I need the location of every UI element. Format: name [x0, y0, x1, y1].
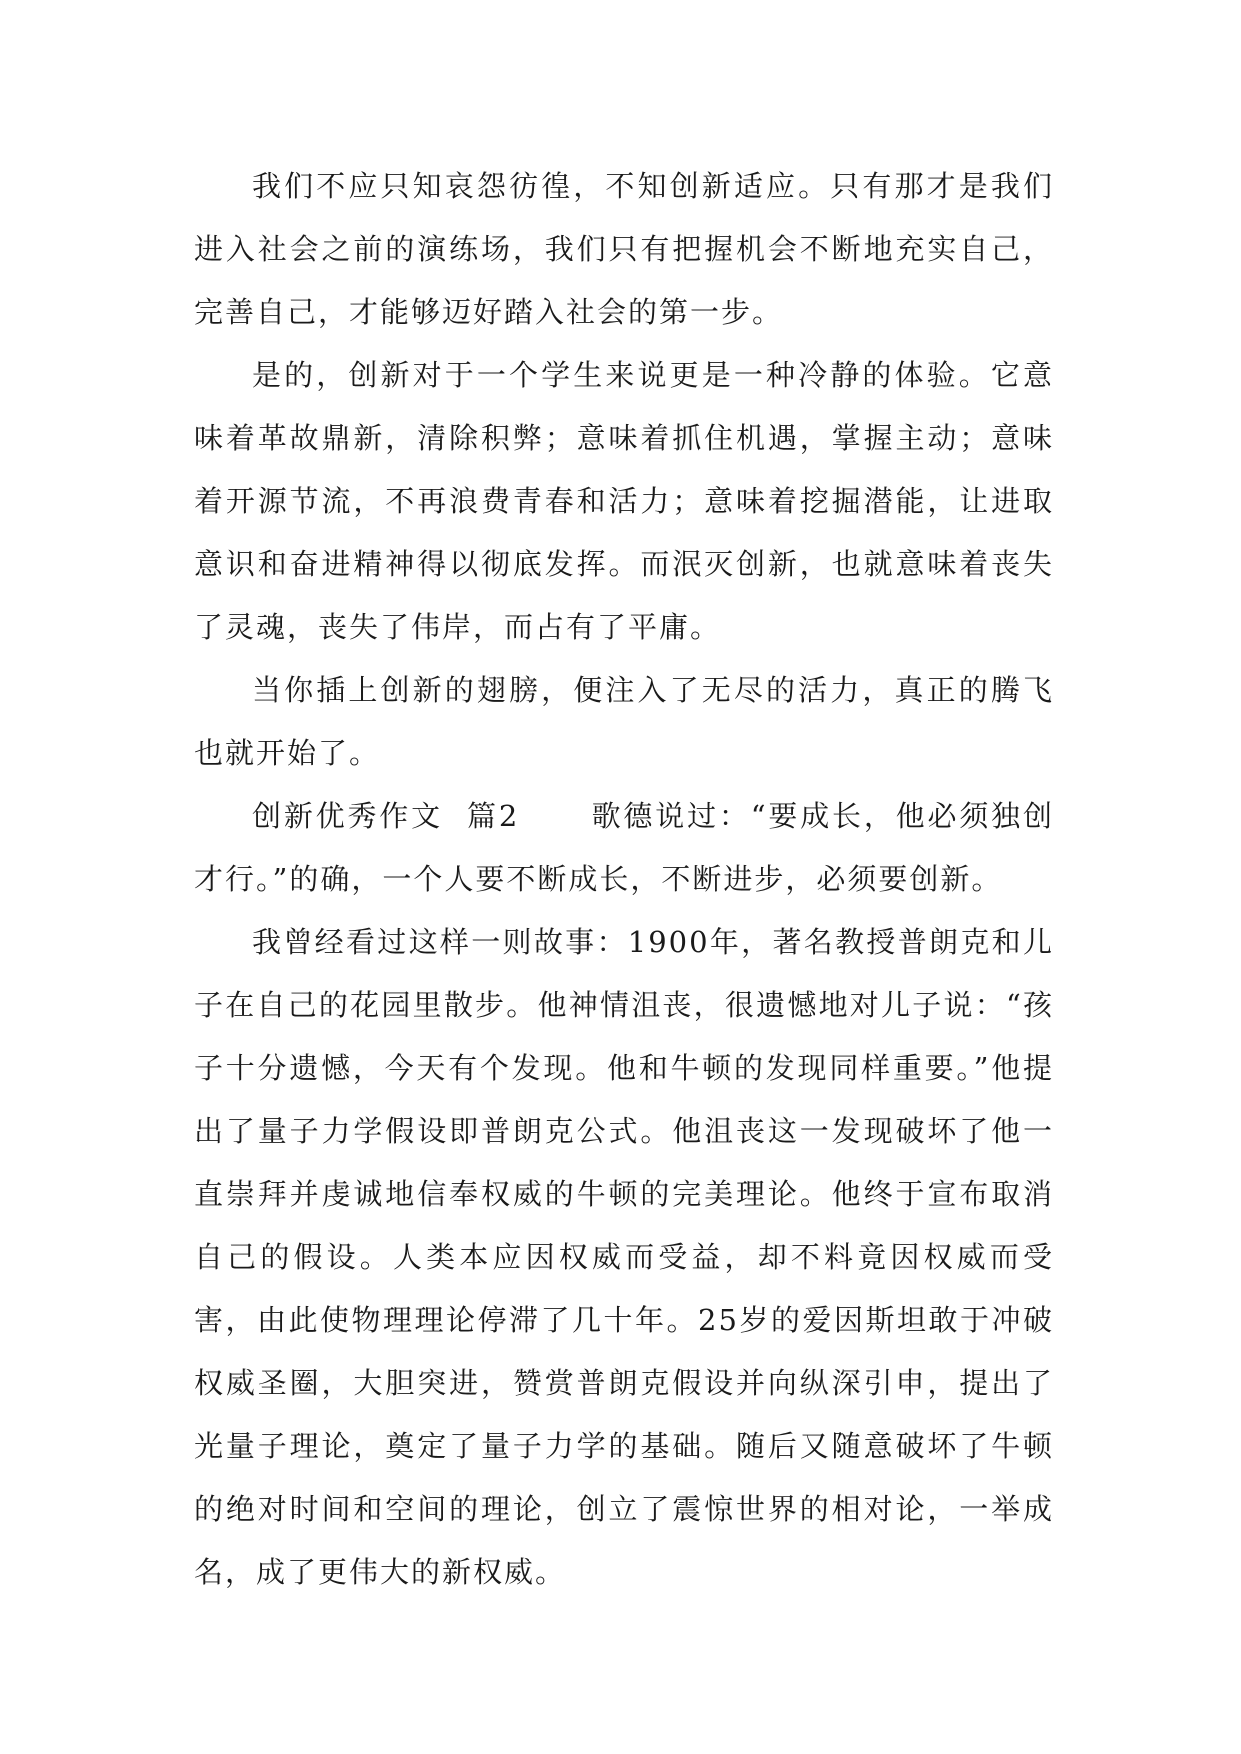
paragraph-3: 当你插上创新的翅膀，便注入了无尽的活力，真正的腾飞也就开始了。: [194, 673, 1054, 770]
paragraph-4-heading: 创新优秀作文 篇2 歌德说过：“要成长，他必须独创才行。”的确，一个人要不断成长，不断进步，必须要创新。: [194, 799, 1054, 896]
paragraph-1: 我们不应只知哀怨彷徨，不知创新适应。只有那才是我们进入社会之前的演练场，我们只有把握机会不断地充实自己，完善自己，才能够迈好踏入社会的第一步。: [194, 169, 1054, 329]
paragraph-2: 是的，创新对于一个学生来说更是一种冷静的体验。它意味着革故鼎新，清除积弊；意味着抓住机遇，掌握主动；意味着开源节流，不再浪费青春和活力；意味着挖掘潜能，让进取意识和奋进精神得以彻底发挥。而泯灭创新，也就意味着丧失了灵魂，丧失了伟岸，而占有了平庸。: [194, 358, 1054, 644]
paragraph-5: 我曾经看过这样一则故事：1900年，著名教授普朗克和儿子在自己的花园里散步。他神情沮丧，很遗憾地对儿子说：“孩子十分遗憾，今天有个发现。他和牛顿的发现同样重要。”他提出了量子力学假设即普朗克公式。他沮丧这一发现破坏了他一直崇拜并虔诚地信奉权威的牛顿的完美理论。他终于宣布取消自己的假设。人类本应因权威而受益，却不料竟因权威而受害，由此使物理理论停滞了几十年。25岁的爱因斯坦敢于冲破权威圣圈，大胆突进，赞赏普朗克假设并向纵深引申，提出了光量子理论，奠定了量子力学的基础。随后又随意破坏了牛顿的绝对时间和空间的理论，创立了震惊世界的相对论，一举成名，成了更伟大的新权威。: [194, 925, 1054, 1589]
document-body: [194, 155, 1054, 1604]
